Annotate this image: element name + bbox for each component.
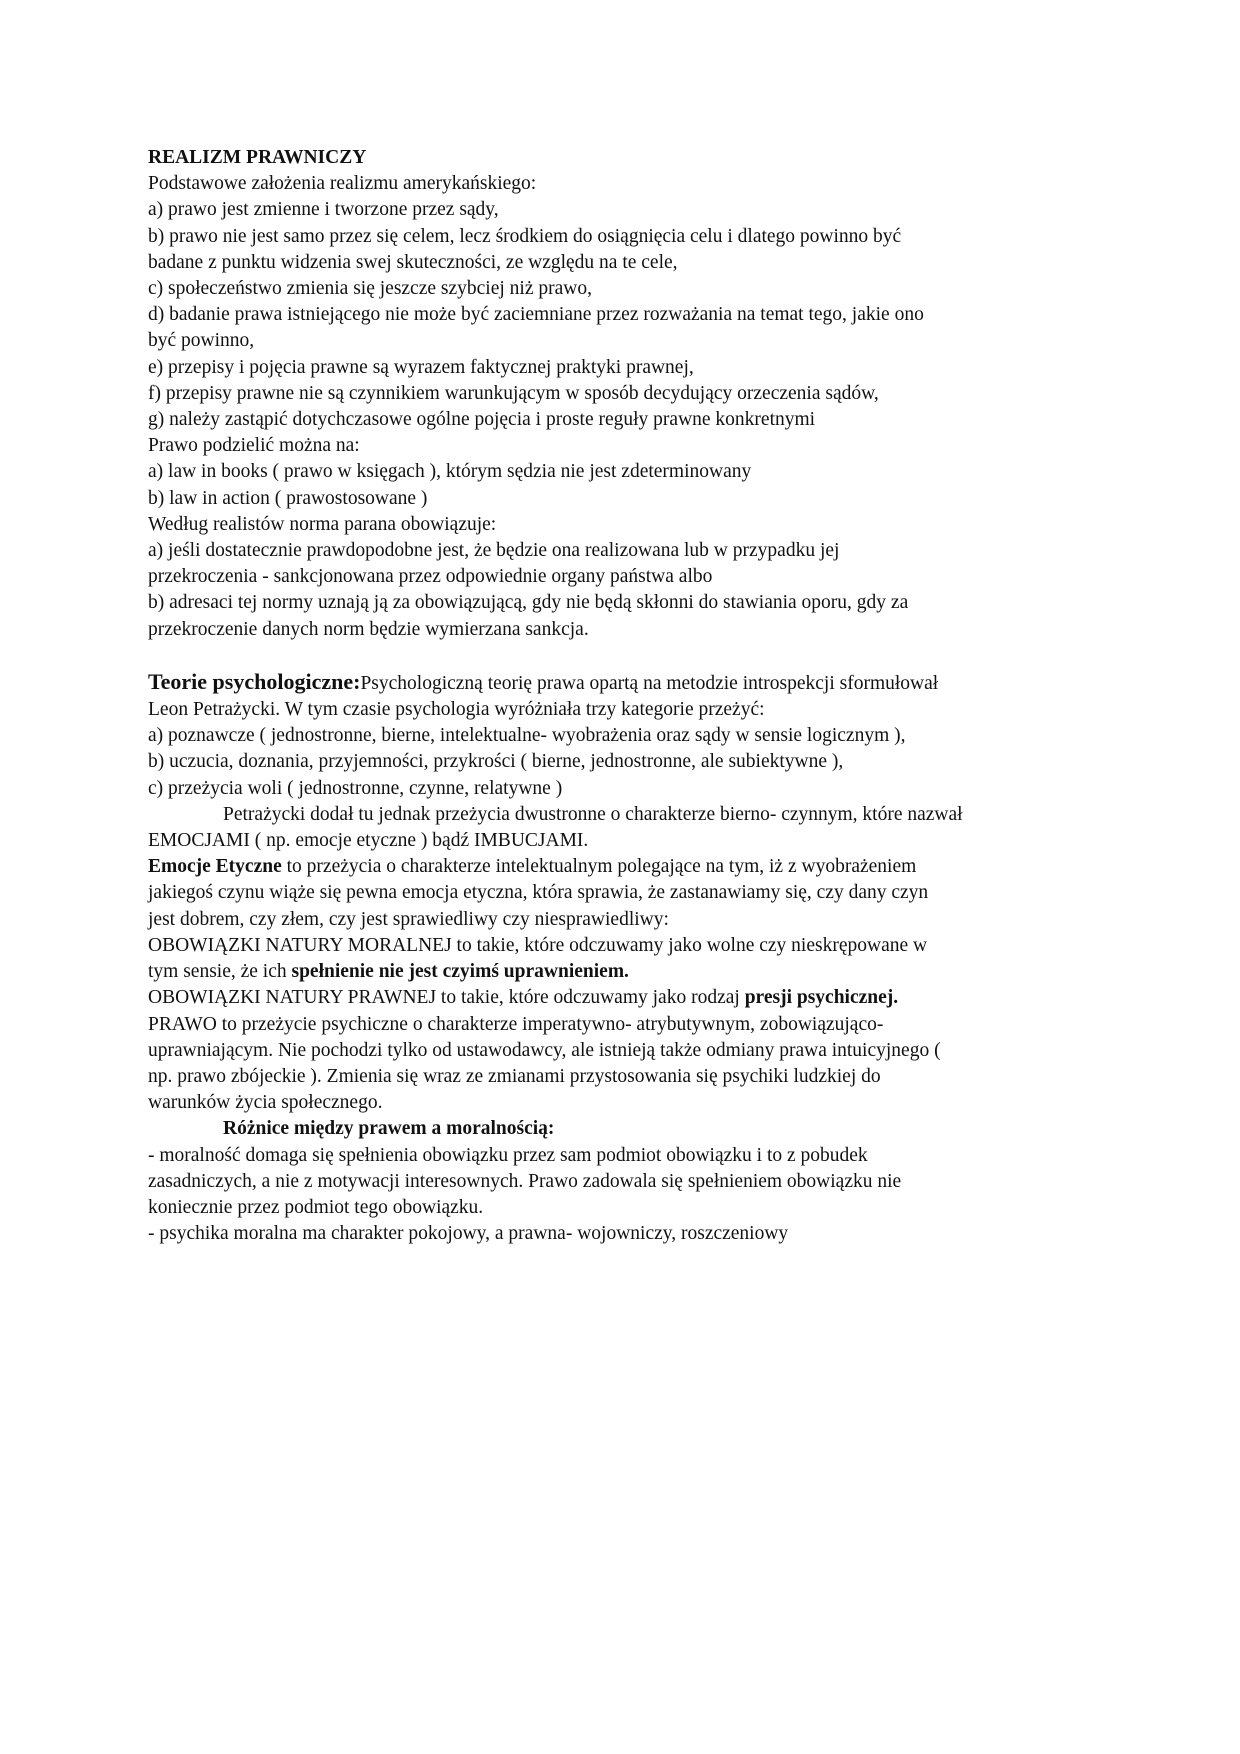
section-intro-teorie [148,669,1098,697]
text-line: EMOCJAMI ( np. emocje etyczne ) bądź IMBUCJAMI. [148,830,589,852]
emocje-paragraph-start [148,854,1098,880]
emocje-text: to przeżycia o charakterze intelektualnym polegające na tym, iż z wyobrażeniem [281,856,917,878]
legal-line [148,985,1098,1011]
text-line: a) poznawcze ( jednostronne, bierne, intelektualne- wyobrażenia oraz sądy w sensie logicznym ), [148,725,906,747]
text-line: np. prawo zbójeckie ). Zmienia się wraz ze zmianami przystosowania się psychiki ludzkiej do [148,1065,881,1087]
intro-text: Psychologiczną teorię prawa opartą na metodzie introspekcji sformułował [360,672,939,694]
text-line: przekroczenie danych norm będzie wymierzana sankcja. [148,618,589,640]
text-line: Podstawowe założenia realizmu amerykańskiego: [148,173,537,195]
text-line: - moralność domaga się spełnienia obowiązku przez sam podmiot obowiązku i to z pobudek [148,1144,868,1166]
text-line: g) należy zastąpić dotychczasowe ogólne pojęcia i proste reguły prawne konkretnymi [148,409,816,431]
moral-line-2 [148,959,1098,985]
text-line: - psychika moralna ma charakter pokojowy, a prawna- wojowniczy, roszczeniowy [148,1223,789,1245]
text-line: Prawo podzielić można na: [148,435,360,457]
paragraph-spacer [148,643,1098,669]
emocje-label: Emocje Etyczne [148,856,282,878]
text-line: OBOWIĄZKI NATURY MORALNEJ to takie, które odczuwamy jako wolne czy nieskrępowane w [148,934,928,956]
moral-bold-text: spełnienie nie jest czyimś uprawnieniem. [291,961,629,983]
text-line: jest dobrem, czy złem, czy jest sprawiedliwy czy niesprawiedliwy: [148,908,669,930]
text-line: b) prawo nie jest samo przez się celem, lecz środkiem do osiągnięcia celu i dlatego powinno być [148,225,902,247]
text-line: c) społeczeństwo zmienia się jeszcze szybciej niż prawo, [148,278,592,300]
text-line: zasadniczych, a nie z motywacji interesownych. Prawo zadowala się spełnieniem obowiązku nie [148,1170,902,1192]
document-page [148,145,1098,1247]
text-line: a) law in books ( prawo w księgach ), którym sędzia nie jest zdeterminowany [148,461,752,483]
section-title-teorie: Teorie psychologiczne: [148,668,361,694]
text-line: a) prawo jest zmienne i tworzone przez sądy, [148,199,499,221]
text-line: b) law in action ( prawostosowane ) [148,487,428,509]
text-line: d) badanie prawa istniejącego nie może być zaciemniane przez rozważania na temat tego, jakie ono [148,304,924,326]
section-title-realizm: REALIZM PRAWNICZY [148,147,367,168]
legal-bold-text: presji psychicznej. [744,987,899,1009]
text-line: koniecznie przez podmiot tego obowiązku. [148,1196,484,1218]
text-line: PRAWO to przeżycie psychiczne o charakterze imperatywno- atrybutywnym, zobowiązująco- [148,1013,884,1035]
moral-text: tym sensie, że ich [148,961,292,983]
text-line: b) uczucia, doznania, przyjemności, przykrości ( bierne, jednostronne, ale subiektywne ), [148,751,844,773]
text-line: warunków życia społecznego. [148,1092,383,1114]
text-line: Według realistów norma parana obowiązuje: [148,513,497,535]
text-line: b) adresaci tej normy uznają ją za obowiązującą, gdy nie będą skłonni do stawiania oporu, gdy za [148,592,909,614]
text-line: być powinno, [148,330,255,352]
text-line: e) przepisy i pojęcia prawne są wyrazem faktycznej praktyki prawnej, [148,356,694,378]
text-line: uprawniającym. Nie pochodzi tylko od ustawodawcy, ale istnieją także odmiany prawa intuicyjnego ( [148,1039,941,1061]
text-line: a) jeśli dostatecznie prawdopodobne jest, że będzie ona realizowana lub w przypadku jej [148,540,840,562]
legal-text: OBOWIĄZKI NATURY PRAWNEJ to takie, które odczuwamy jako rodzaj [148,987,745,1009]
text-line: badane z punktu widzenia swej skuteczności, ze względu na te cele, [148,251,678,273]
text-line: jakiegoś czynu wiąże się pewna emocja etyczna, która sprawia, że zastanawiamy się, czy dany czyn [148,882,929,904]
text-line: c) przeżycia woli ( jednostronne, czynne, relatywne ) [148,777,563,799]
roznice-title: Różnice między prawem a moralnością: [223,1118,555,1140]
text-line-indented: Petrażycki dodał tu jednak przeżycia dwustronne o charakterze bierno- czynnym, które nazwał [223,803,963,825]
text-line: Leon Petrażycki. W tym czasie psychologia wyróżniała trzy kategorie przeżyć: [148,699,765,721]
text-line: przekroczenia - sankcjonowana przez odpowiednie organy państwa albo [148,566,713,588]
text-line: f) przepisy prawne nie są czynnikiem warunkującym w sposób decydujący orzeczenia sądów, [148,382,879,404]
